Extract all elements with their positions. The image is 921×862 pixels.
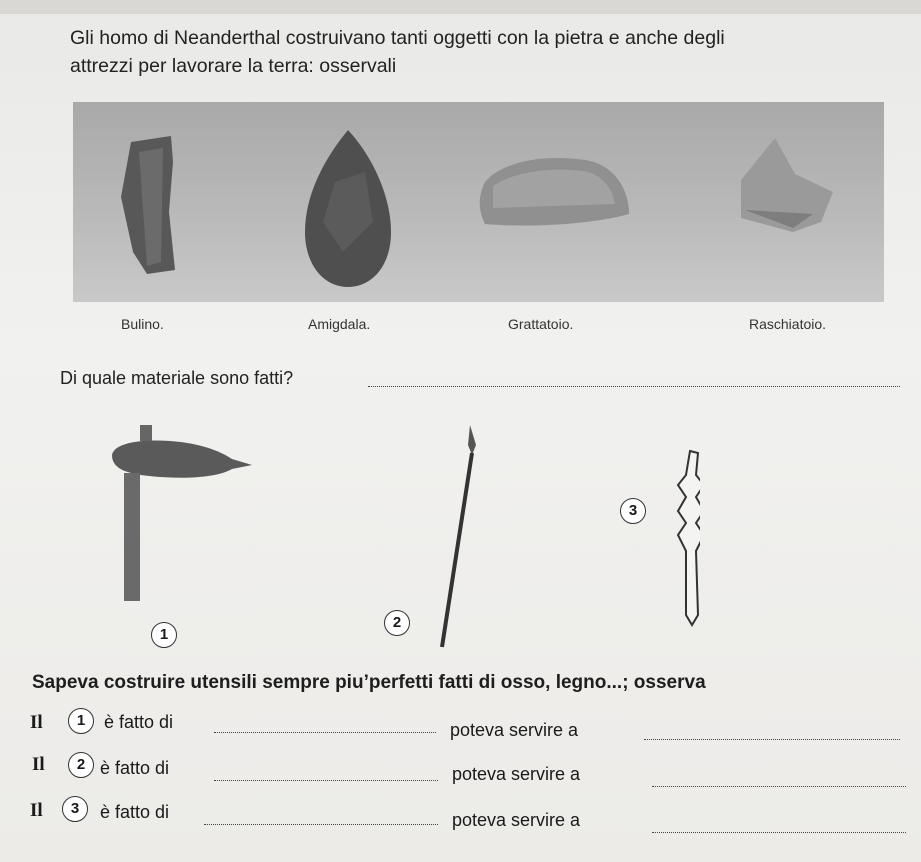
material-question: Di quale materiale sono fatti? xyxy=(60,368,294,388)
row-2-number: 2 xyxy=(68,752,94,778)
tool-2-shaft xyxy=(442,453,472,647)
caption-grattatoio: Grattatoio. xyxy=(508,316,574,332)
tool-1-handle xyxy=(124,473,140,601)
tool-2-tip xyxy=(468,425,476,455)
row-3-use: poteva servire a xyxy=(452,810,581,830)
row-2-use: poteva servire a xyxy=(452,764,581,784)
intro-text xyxy=(70,24,910,80)
caption-amigdala: Amigdala. xyxy=(308,316,371,332)
tool-3-harpoon xyxy=(678,451,700,625)
instruction-part-2: ; osserva xyxy=(622,672,706,693)
page-top-edge xyxy=(0,0,921,14)
row-1-prefix: Il xyxy=(30,712,43,733)
tool-2-number: 2 xyxy=(384,610,410,636)
row-3-number: 3 xyxy=(62,796,88,822)
tool-1-head xyxy=(112,441,252,478)
row-2-prefix: Il xyxy=(32,754,45,775)
row-3-material-line[interactable] xyxy=(204,824,438,825)
row-2-material-line[interactable] xyxy=(214,780,438,781)
row-1-use: poteva servire a xyxy=(450,720,579,740)
stone-tools-illustration xyxy=(73,102,884,302)
tool-1-number: 1 xyxy=(151,622,177,648)
row-2-use-line[interactable] xyxy=(652,786,906,787)
row-2-made-of: è fatto di xyxy=(100,758,170,778)
stone-tools-photo xyxy=(73,102,884,302)
instruction-bold: osso, legno... xyxy=(500,672,623,693)
row-1-number: 1 xyxy=(68,708,94,734)
row-3-prefix: Il xyxy=(30,800,43,821)
row-1-use-line[interactable] xyxy=(644,739,900,740)
row-1-made-of: è fatto di xyxy=(104,712,174,732)
instruction-text xyxy=(32,672,706,694)
caption-raschiatoio: Raschiatoio. xyxy=(749,316,827,332)
instruction-part-1: Sapeva costruire utensili sempre piu’perfetti fatti di xyxy=(32,672,501,693)
row-1-material-line[interactable] xyxy=(214,732,436,733)
tool-3-number: 3 xyxy=(620,498,646,524)
caption-bulino: Bulino. xyxy=(121,316,164,332)
row-3-made-of: è fatto di xyxy=(100,802,170,822)
tool-1-knob xyxy=(140,425,152,441)
intro-line-1: Gli homo di Neanderthal costruivano tanti oggetti con la pietra e anche degli xyxy=(70,27,725,49)
answer-line-material[interactable] xyxy=(368,386,900,387)
row-3-use-line[interactable] xyxy=(652,832,906,833)
intro-line-2: attrezzi per lavorare la terra: osservali xyxy=(70,55,397,77)
